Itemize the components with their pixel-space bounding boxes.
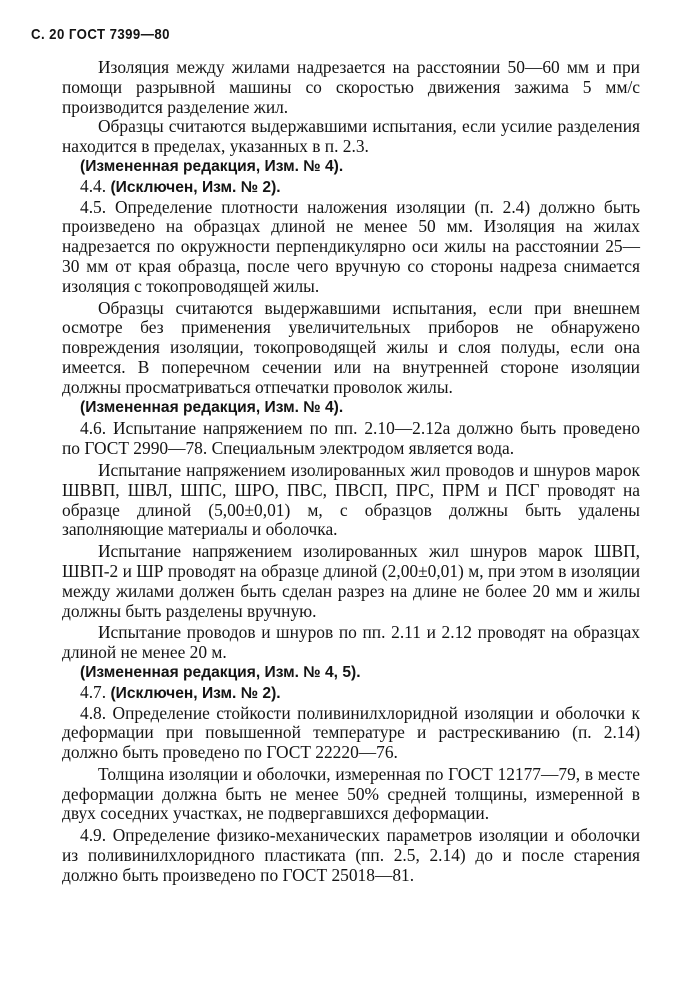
clause-4-6: 4.6. Испытание напряжением по пп. 2.10—2.12а должно быть проведено по ГОСТ 2990—78. Специальным электродом является вода.	[62, 418, 640, 459]
amendment-note-2: (Измененная редакция, Изм. № 4).	[80, 398, 344, 416]
clause-4-7	[62, 683, 640, 704]
page-header: С. 20 ГОСТ 7399—80	[31, 26, 170, 43]
clause-number: 4.4.	[80, 175, 107, 196]
clause-4-8: 4.8. Определение стойкости поливинилхлоридной изоляции и оболочки к деформации при повышенной температуре и растрескиванию (п. 2.14) должно быть проведено по ГОСТ 22220—76.	[62, 702, 640, 763]
paragraph-insulation-cut: Изоляция между жилами надрезается на расстоянии 50—60 мм и при помощи разрывной машины со скоростью движения зажима 5 мм/с производится разделение жил.	[62, 57, 640, 117]
paragraph-voltage-test-wires: Испытание напряжением изолированных жил проводов и шнуров марок ШВВП, ШВЛ, ШПС, ШРО, ПВС, ПВСП, ПРС, ПРМ и ПСГ проводят на образце длиной (5,00±0,01) м, с образцов должны быть удалены заполняющие материалы и оболочка.	[62, 459, 640, 540]
clause-4-4	[62, 177, 640, 198]
paragraph-voltage-test-cords: Испытание напряжением изолированных жил шнуров марок ШВП, ШВП-2 и ШР проводят на образце длиной (2,00±0,01) м, при этом в изоляции между жилами должен быть сделан разрез на длине не более 20 мм и жилы должны быть разделены вручную.	[62, 541, 640, 621]
clause-4-5: 4.5. Определение плотности наложения изоляции (п. 2.4) должно быть произведено на образцах длиной не менее 50 мм. Изоляция на жилах надрезается по окружности перпендикулярно оси жилы на расстоянии 25—30 мм от края образца, после чего вручную со стороны надреза снимается изоляция с токопроводящей жилы.	[62, 196, 640, 296]
paragraph-samples-passed-1: Образцы считаются выдержавшими испытания, если усилие разделения находится в пределах, указанных в п. 2.3.	[62, 116, 640, 157]
paragraph-samples-passed-2: Образцы считаются выдержавшими испытания, если при внешнем осмотре без применения увеличительных приборов не обнаружено повреждения изоляции, токопроводящей жилы и слоя полуды, если она имеется. В поперечном сечении или на внутренней стороне изоляции должны просматриваться отпечатки проволок жилы.	[62, 297, 640, 397]
clause-4-9: 4.9. Определение физико-механических параметров изоляции и оболочки из поливинилхлоридного пластиката (пп. 2.5, 2.14) до и после старения должно быть произведено по ГОСТ 25018—81.	[62, 825, 640, 885]
clause-note: (Исключен, Изм. № 2).	[110, 684, 281, 702]
clause-number: 4.7.	[80, 681, 107, 702]
document-body	[62, 58, 640, 886]
amendment-note-1: (Измененная редакция, Изм. № 4).	[80, 157, 344, 175]
clause-note: (Исключен, Изм. № 2).	[110, 178, 281, 196]
paragraph-test-length: Испытание проводов и шнуров по пп. 2.11 и 2.12 проводят на образцах длиной не менее 20 м.	[62, 622, 640, 663]
paragraph-thickness: Толщина изоляции и оболочки, измеренная по ГОСТ 12177—79, в месте деформации должна быть не менее 50% средней толщины, измеренной в двух соседних участках, не подвергавшихся деформации.	[62, 763, 640, 824]
amendment-note-3: (Измененная редакция, Изм. № 4, 5).	[80, 663, 361, 681]
